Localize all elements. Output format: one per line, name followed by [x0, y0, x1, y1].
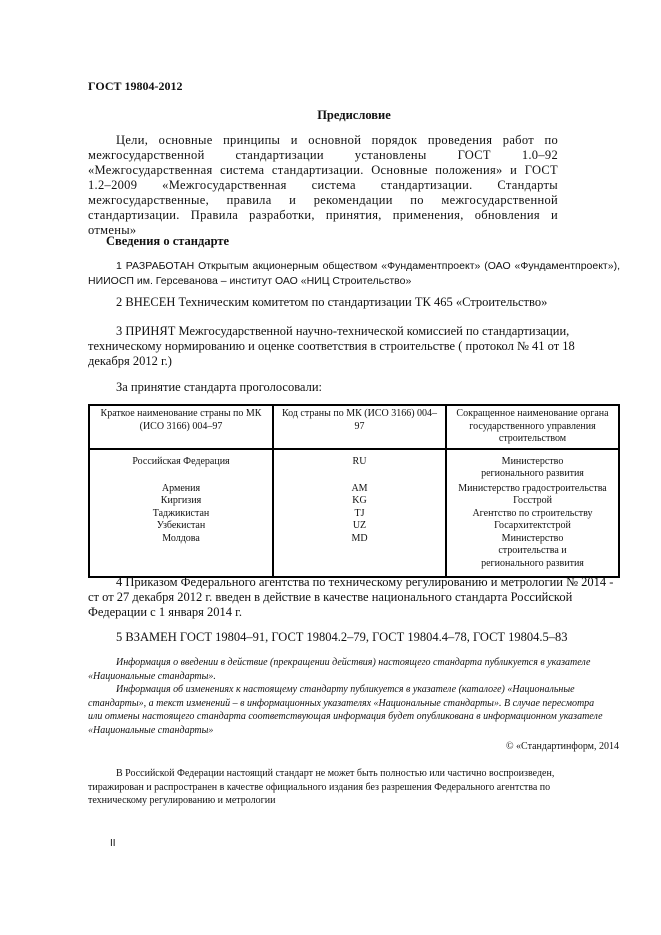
table-row: Таджикистан TJ Агентство по строительству	[89, 508, 619, 521]
item-adopted: 3 ПРИНЯТ Межгосударственной научно-технической комиссией по стандартизации, техническому нормированию и оценке соответствия в строительстве ( протокол № 41 от 18 декабря 2012 г.)	[88, 324, 575, 368]
copyright: © «Стандартинформ, 2014	[505, 741, 619, 752]
table-header: Сокращенное наименование органа государственного управления строительством	[446, 405, 619, 449]
table-row: Узбекистан UZ Госархитектстрой	[89, 520, 619, 533]
table-row: Молдова MD Министерство строительства и регионального развития	[89, 533, 619, 578]
intro-paragraph: Цели, основные принципы и основной порядок проведения работ по межгосударственной стандартизации установлены ГОСТ 1.0–92 «Межгосударственная система стандартизации. Основные положения» и ГОСТ 1.2–2009 «Межгосударственная система стандартизации. Стандарты межгосударственные, правила и рекомендации по межгосударственной стандартизации. Правила разработки, принятия, применения, обновления и отмены»	[88, 133, 558, 237]
table-header: Код страны по МК (ИСО 3166) 004–97	[273, 405, 446, 449]
note-changes-info: Информация об изменениях к настоящему стандарту публикуется в указателе (каталоге) «Национальные стандарты», а текст изменений – в информационных указателях «Национальные стандарты». В случае пересмотра или отмены настоящего стандарта соответствующая информация будет опубликована в информационном указателе «Национальные стандарты»	[88, 684, 603, 736]
voting-table	[88, 404, 620, 578]
document-header: ГОСТ 19804-2012	[88, 79, 183, 93]
table-row: Киргизия KG Госстрой	[89, 495, 619, 508]
item-replaces: 5 ВЗАМЕН ГОСТ 19804–91, ГОСТ 19804.2–79, ГОСТ 19804.4–78, ГОСТ 19804.5–83	[116, 630, 568, 644]
table-header: Краткое наименование страны по МК (ИСО 3166) 004–97	[89, 405, 273, 449]
info-heading: Сведения о стандарте	[106, 234, 230, 248]
rights-notice: В Российской Федерации настоящий стандарт не может быть полностью или частично воспроизведен, тиражирован и распространен в качестве официального издания без разрешения Федерального агентства по техническому регулированию и метрологии	[88, 768, 555, 806]
item-submitted: 2 ВНЕСЕН Техническим комитетом по стандартизации ТК 465 «Строительство»	[116, 295, 548, 309]
table-row: Армения AM Министерство градостроительства	[89, 483, 619, 496]
item-developed: 1 РАЗРАБОТАН Открытым акционерным обществом «Фундаментпроект» (ОАО «Фундаментпроект»), НИИОСП им. Герсеванова – институт ОАО «НИЦ Строительство»	[88, 260, 620, 287]
vote-intro: За принятие стандарта проголосовали:	[116, 380, 322, 394]
page-title: Предисловие	[317, 108, 391, 122]
item-enacted: 4 Приказом Федерального агентства по техническому регулированию и метрологии № 2014 - ст от 27 декабря 2012 г. введен в действие в качестве национального стандарта Российской Федерации с 1 января 2014 г.	[88, 575, 614, 619]
page-number: II	[110, 838, 116, 849]
table-row: Российская Федерация RU Министерство регионального развития	[89, 449, 619, 483]
note-enactment-info: Информация о введении в действие (прекращении действия) настоящего стандарта публикуется в указателе «Национальные стандарты».	[88, 657, 591, 682]
